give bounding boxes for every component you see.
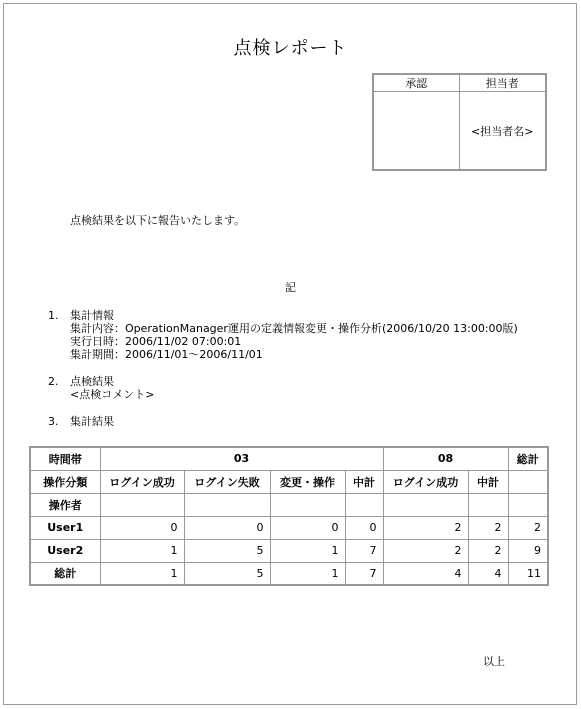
section-number: 1. bbox=[48, 309, 59, 322]
header-login-success: ログイン成功 bbox=[100, 470, 184, 493]
empty-cell bbox=[508, 493, 548, 516]
inspection-comment: <点検コメント> bbox=[70, 388, 155, 401]
table-cell: 7 bbox=[345, 539, 383, 562]
ki-mark: 記 bbox=[285, 281, 296, 294]
approve-cell bbox=[373, 92, 459, 171]
row-label: 総計 bbox=[30, 562, 100, 585]
table-cell: 1 bbox=[270, 539, 345, 562]
table-row bbox=[30, 562, 548, 585]
execution-datetime: 実行日時：2006/11/02 07:00:01 bbox=[70, 335, 242, 348]
table-cell: 4 bbox=[383, 562, 468, 585]
section-list bbox=[48, 309, 518, 442]
table-cell: 7 bbox=[345, 562, 383, 585]
header-grand-total: 総計 bbox=[508, 447, 548, 470]
person-label: 担当者 bbox=[459, 74, 546, 92]
table-cell: 2 bbox=[468, 539, 508, 562]
header-time-slot: 時間帯 bbox=[30, 447, 100, 470]
aggregation-content: 集計内容：OperationManager運用の定義情報変更・操作分析(2006/10/20 13:00:00版) bbox=[70, 322, 518, 335]
empty-cell bbox=[383, 493, 468, 516]
table-row bbox=[30, 516, 548, 539]
section-heading: 集計情報 bbox=[70, 309, 114, 322]
empty-cell bbox=[270, 493, 345, 516]
header-subtotal: 中計 bbox=[468, 470, 508, 493]
section-heading: 点検結果 bbox=[70, 375, 114, 388]
table-cell: 0 bbox=[184, 516, 270, 539]
table-cell: 0 bbox=[345, 516, 383, 539]
table-header-row bbox=[30, 470, 548, 493]
intro-text: 点検結果を以下に報告いたします。 bbox=[70, 214, 246, 227]
approve-label: 承認 bbox=[373, 74, 459, 92]
header-login-success: ログイン成功 bbox=[383, 470, 468, 493]
person-value: <担当者名> bbox=[459, 92, 546, 171]
table-header-row bbox=[30, 447, 548, 470]
table-cell: 4 bbox=[468, 562, 508, 585]
table-cell: 5 bbox=[184, 539, 270, 562]
empty-cell bbox=[345, 493, 383, 516]
table-cell: 2 bbox=[508, 516, 548, 539]
aggregation-period: 集計期間：2006/11/01～2006/11/01 bbox=[70, 348, 263, 361]
header-operator: 操作者 bbox=[30, 493, 100, 516]
header-operation-type: 操作分類 bbox=[30, 470, 100, 493]
table-cell: 0 bbox=[270, 516, 345, 539]
end-mark: 以上 bbox=[483, 655, 505, 668]
table-cell: 9 bbox=[508, 539, 548, 562]
result-table bbox=[29, 446, 549, 586]
table-cell: 2 bbox=[383, 539, 468, 562]
table-header-row bbox=[30, 493, 548, 516]
section-number: 2. bbox=[48, 375, 59, 388]
header-change-operation: 変更・操作 bbox=[270, 470, 345, 493]
table-cell: 1 bbox=[100, 539, 184, 562]
empty-cell bbox=[508, 470, 548, 493]
section-number: 3. bbox=[48, 415, 59, 428]
table-cell: 0 bbox=[100, 516, 184, 539]
table-cell: 1 bbox=[270, 562, 345, 585]
row-label: User2 bbox=[30, 539, 100, 562]
table-cell: 11 bbox=[508, 562, 548, 585]
table-cell: 5 bbox=[184, 562, 270, 585]
empty-cell bbox=[100, 493, 184, 516]
row-label: User1 bbox=[30, 516, 100, 539]
table-row bbox=[30, 539, 548, 562]
table-cell: 1 bbox=[100, 562, 184, 585]
section-aggregation-info bbox=[48, 309, 518, 361]
report-title: 点検レポート bbox=[233, 38, 348, 59]
header-subtotal: 中計 bbox=[345, 470, 383, 493]
section-aggregation-result bbox=[48, 415, 518, 428]
section-heading: 集計結果 bbox=[70, 415, 114, 428]
header-hour-03: 03 bbox=[100, 447, 383, 470]
table-cell: 2 bbox=[468, 516, 508, 539]
header-hour-08: 08 bbox=[383, 447, 508, 470]
table-cell: 2 bbox=[383, 516, 468, 539]
section-inspection-result bbox=[48, 375, 518, 401]
empty-cell bbox=[184, 493, 270, 516]
empty-cell bbox=[468, 493, 508, 516]
header-login-failure: ログイン失敗 bbox=[184, 470, 270, 493]
approval-box bbox=[372, 73, 547, 171]
